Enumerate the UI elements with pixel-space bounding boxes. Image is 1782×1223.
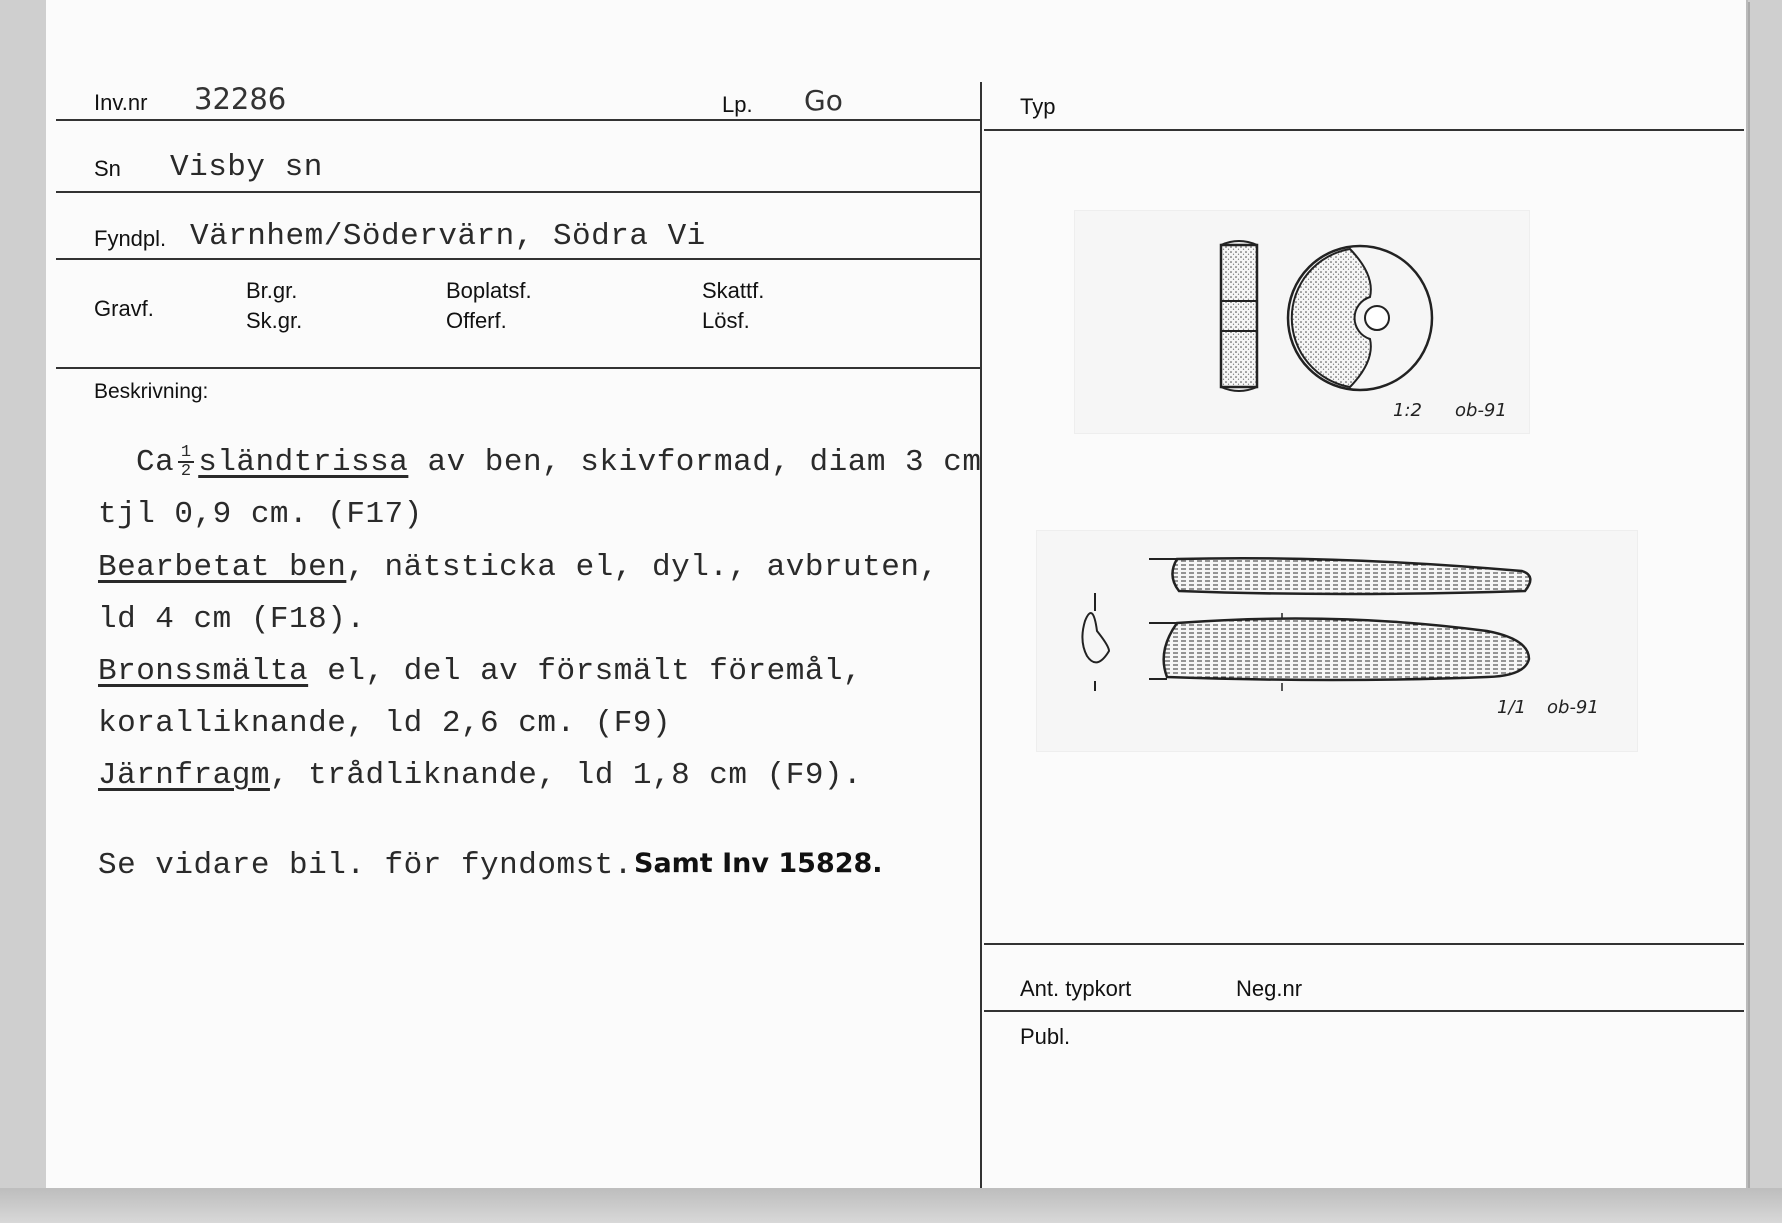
spindle-whorl-sign: ob-91 xyxy=(1455,400,1507,421)
lp-value: Go xyxy=(804,84,843,117)
neg-nr-label: Neg.nr xyxy=(1236,976,1303,1001)
divider-line xyxy=(56,258,980,260)
catalog-card xyxy=(46,0,1748,1190)
publ-label: Publ. xyxy=(1020,1024,1071,1049)
boplatsf-label: Boplatsf. xyxy=(446,278,532,303)
description-line-8: Se vidare bil. för fyndomst. xyxy=(98,848,633,883)
offerf-label: Offerf. xyxy=(446,308,507,333)
skattf-label: Skattf. xyxy=(702,278,765,303)
ant-typkort-label: Ant. typkort xyxy=(1020,976,1132,1001)
inv-nr-label: Inv.nr xyxy=(94,90,148,115)
divider-line xyxy=(984,1010,1744,1012)
description-line-6: koralliknande, ld 2,6 cm. (F9) xyxy=(98,706,672,741)
description-line-1: Ca $\frac{1}{2}$ sländtrissa av ben, skivformad, diam 3 cm xyxy=(136,443,982,481)
losf-label: Lösf. xyxy=(702,308,750,333)
divider-line xyxy=(56,367,980,369)
spindle-whorl-drawing xyxy=(1074,210,1530,434)
scan-border xyxy=(0,1188,1782,1223)
bone-tool-sign: ob-91 xyxy=(1547,697,1599,718)
gravf-label: Gravf. xyxy=(94,296,154,321)
fyndpl-value: Värnhem/Södervärn, Södra Vi xyxy=(190,219,706,254)
handwritten-note: Samt Inv 15828. xyxy=(634,848,883,879)
fyndpl-label: Fyndpl. xyxy=(94,226,167,251)
sn-value: Visby sn xyxy=(170,150,323,185)
brgr-label: Br.gr. xyxy=(246,278,298,303)
description-line-3: Bearbetat ben, nätsticka el, dyl., avbruten, xyxy=(98,550,939,585)
description-line-5: Bronssmälta el, del av försmält föremål, xyxy=(98,654,863,689)
skgr-label: Sk.gr. xyxy=(246,308,303,333)
fraction: $\frac{1}{2}$ xyxy=(178,444,194,480)
column-divider xyxy=(980,82,982,1190)
lp-label: Lp. xyxy=(722,92,753,117)
description-line-2: tjl 0,9 cm. (F17) xyxy=(98,497,423,532)
divider-line xyxy=(56,191,980,193)
divider-line xyxy=(984,129,1744,131)
divider-line xyxy=(984,943,1744,945)
inv-nr-value: 32286 xyxy=(194,82,287,116)
bone-tool-scale: 1/1 xyxy=(1497,697,1526,718)
beskrivning-label: Beskrivning: xyxy=(94,380,209,403)
spindle-whorl-scale: 1:2 xyxy=(1393,400,1422,421)
sn-label: Sn xyxy=(94,156,121,181)
bone-tool-drawing xyxy=(1036,530,1638,752)
typ-label: Typ xyxy=(1020,94,1056,119)
description-line-7: Järnfragm, trådliknande, ld 1,8 cm (F9). xyxy=(98,758,863,793)
description-line-4: ld 4 cm (F18). xyxy=(98,602,366,637)
divider-line xyxy=(56,119,980,121)
